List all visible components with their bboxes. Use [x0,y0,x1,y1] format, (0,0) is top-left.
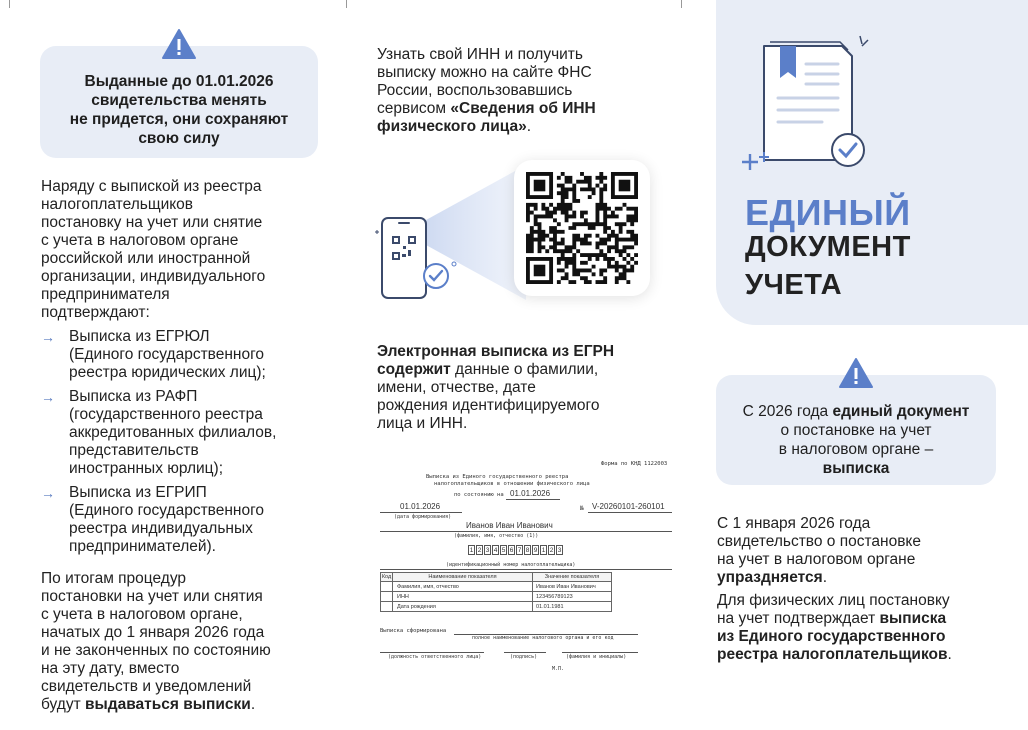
notice-line: свидетельства менять [91,92,267,109]
qr-code-icon[interactable] [526,172,638,284]
hero-title: ДОКУМЕНТ [745,231,911,263]
text-span: . [250,696,256,713]
egrn-paragraph [377,343,672,433]
sign-caption: (должность ответственного лица) [388,654,482,660]
table-header: Значение показателя [533,573,612,582]
table-cell: Дата рождения [393,602,533,612]
inn-digit: 6 [509,547,514,554]
bold-span: Электронная выписка из ЕГРН [377,343,615,360]
text-line [377,361,672,379]
inn-boxes [468,545,564,555]
sign-caption: (подпись) [510,654,538,660]
inn-digit: 2 [549,547,554,554]
warning-icon [161,28,197,60]
text-line: на учет в налоговом органе [717,551,916,568]
text-line: свидетельств и уведомлений [41,678,252,695]
abolished-paragraph [717,515,1022,587]
text-line [377,118,667,136]
text-line: имени, отчестве, дате [377,379,536,396]
inn-digit: 3 [557,547,562,554]
arrow-right-icon: → [41,329,55,345]
text-line [716,459,996,478]
inn-digit: 7 [517,547,522,554]
sign-caption: (фамилия и инициалы) [566,654,627,660]
table-cell: 01.01.1981 [533,602,612,612]
text-line: рождения идентифицируемого [377,397,600,414]
full-name: Иванов Иван Иванович [466,521,553,530]
document-list [41,328,336,558]
notice-line: не придется, они сохраняют [69,111,289,128]
form-line [380,652,484,653]
hero-title: УЧЕТА [745,269,843,301]
text-line: (государственного реестра [69,406,263,423]
form-line [380,531,672,532]
text-line [377,100,667,118]
text-line [717,569,1022,587]
bold-span: упраздняется [717,569,823,586]
table-cell [381,602,393,612]
text-line: выписку можно на сайте ФНС [377,64,592,81]
inn-digit: 1 [469,547,474,554]
hero-title: ЕДИНЫЙ [745,192,911,233]
table-cell: 123456789123 [533,592,612,602]
text-line [41,696,336,714]
extract-table [380,572,612,612]
fio-caption: (фамилия, имя, отчество (1)) [454,533,539,539]
bold-span: «Сведения об ИНН [450,100,596,117]
table-header: Наименование показателя [393,573,533,582]
inn-digit: 8 [525,547,530,554]
text-line: и не законченных по состоянию [41,642,271,659]
text-line: предпринимателей). [69,538,216,555]
text-line: По итогам процедур [41,570,187,587]
text-span: . [947,646,952,663]
text-span: С 2026 года [742,403,833,420]
text-line: России, воспользовавшись [377,82,573,99]
form-heading: Выписка из Единого государственного реестра [426,474,569,480]
text-span: данные о фамилии, [450,361,599,378]
form-line [588,512,672,513]
phone-scan-icon [374,214,464,304]
text-line: реестра юридических лиц); [69,364,266,381]
text-line: иностранных юрлиц); [69,460,224,477]
text-line: постановки на учет или снятия [41,588,263,605]
form-heading: налогоплательщиков в отношении физического лица [434,481,590,487]
table-cell [381,582,393,592]
individuals-paragraph [717,592,1022,664]
list-item [41,484,336,556]
text-line: Выписка из ЕГРИП [69,484,207,501]
text-line: налогоплательщиков [41,196,194,213]
form-line [380,512,462,513]
text-line: Выписка из РАФП [69,388,198,405]
text-line: предпринимателя [41,286,170,303]
extract-number: V-20260101-260101 [592,502,665,511]
arrow-right-icon: → [41,485,55,501]
text-line: аккредитованных филиалов, [69,424,277,441]
warning-icon [838,357,874,389]
text-line [717,610,1022,628]
text-span: сервисом [377,100,451,117]
text-line: начатых до 1 января 2026 года [41,624,265,641]
form-line [504,652,546,653]
text-span: . [822,569,827,586]
left-panel [0,0,345,730]
qr-card [514,160,650,296]
as-of-date: 01.01.2026 [510,489,551,498]
text-line [716,402,996,421]
document-check-icon [742,34,882,174]
text-line: постановку на учет или снятие [41,214,263,231]
text-line: подтверждают: [41,304,150,321]
text-line: Выписка из ЕГРЮЛ [69,328,210,345]
text-line: лица и ИНН. [377,415,468,432]
text-line: Узнать свой ИНН и получить [377,46,583,63]
bold-span: физического лица» [377,118,527,135]
text-line: с учета в налоговом органе [41,232,239,249]
text-span: . [526,118,532,135]
text-line: представительств [69,442,199,459]
number-sign: № [580,505,584,512]
text-line: в налоговом органе – [778,441,934,458]
list-item [41,388,336,478]
inn-digit: 3 [485,547,490,554]
text-line: на эту дату, вместо [41,660,180,677]
bold-span: единый документ [832,403,970,420]
text-line: Для физических лиц постановку [717,592,950,609]
as-of-label: по состоянию на [454,492,504,498]
outro-paragraph [41,570,336,714]
text-line: свидетельство о постановке [717,533,922,550]
notice-line: свою силу [138,130,220,147]
stamp-mark: М.П. [552,666,565,672]
formed-date: 01.01.2026 [400,502,441,511]
table-cell [381,592,393,602]
bold-span: выписка [822,460,890,477]
bold-span: содержит [377,361,451,378]
inn-digit: 5 [501,547,506,554]
bold-span: из Единого государственного [717,628,946,645]
form-line [380,569,672,570]
text-line: о постановке на учет [780,422,932,439]
form-code: Форма по КНД 1122003 [601,461,668,467]
text-line [717,628,1022,646]
notice-box [716,375,996,485]
notice-line: Выданные до 01.01.2026 [84,73,274,90]
inn-digit: 1 [541,547,546,554]
form-line [562,652,638,653]
text-line: Наряду с выпиской из реестра [41,178,262,195]
text-line: реестра индивидуальных [69,520,253,537]
table-cell: Иванов Иван Иванович [533,582,612,592]
intro-paragraph [41,178,331,322]
inn-digit: 9 [533,547,538,554]
org-caption: полное наименование налогового органа и его код [472,635,614,641]
inn-caption: (идентификационный номер налогоплательщика) [446,562,576,568]
text-span: на учет подтверждает [717,610,880,627]
text-span: будут [41,696,85,713]
text-line [377,343,672,361]
table-cell: Фамилия, имя, отчество [393,582,533,592]
inn-paragraph [377,46,667,136]
formed-caption: (дата формирования) [394,514,452,520]
formed-by-label: Выписка сформирована [380,628,447,634]
text-line: С 1 января 2026 года [717,515,871,532]
arrow-right-icon: → [41,389,55,405]
notice-box [40,46,318,158]
text-line: российской или иностранной [41,250,251,267]
table-cell: ИНН [393,592,533,602]
text-line [717,646,1022,664]
list-item [41,328,336,382]
form-line [506,499,560,500]
text-line: (Единого государственного [69,502,265,519]
table-header: Код [381,574,392,580]
middle-panel [346,0,681,730]
bold-span: выписка [879,610,947,627]
bold-span: выдаваться выписки [84,696,251,713]
text-line: с учета в налоговом органе, [41,606,243,623]
inn-digit: 2 [477,547,482,554]
right-panel [682,0,1028,730]
text-line: (Единого государственного [69,346,265,363]
bold-span: реестра налогоплательщиков [717,646,948,663]
sample-extract-form [376,458,676,688]
text-line: организации, индивидуального [41,268,266,285]
inn-digit: 4 [493,547,498,554]
